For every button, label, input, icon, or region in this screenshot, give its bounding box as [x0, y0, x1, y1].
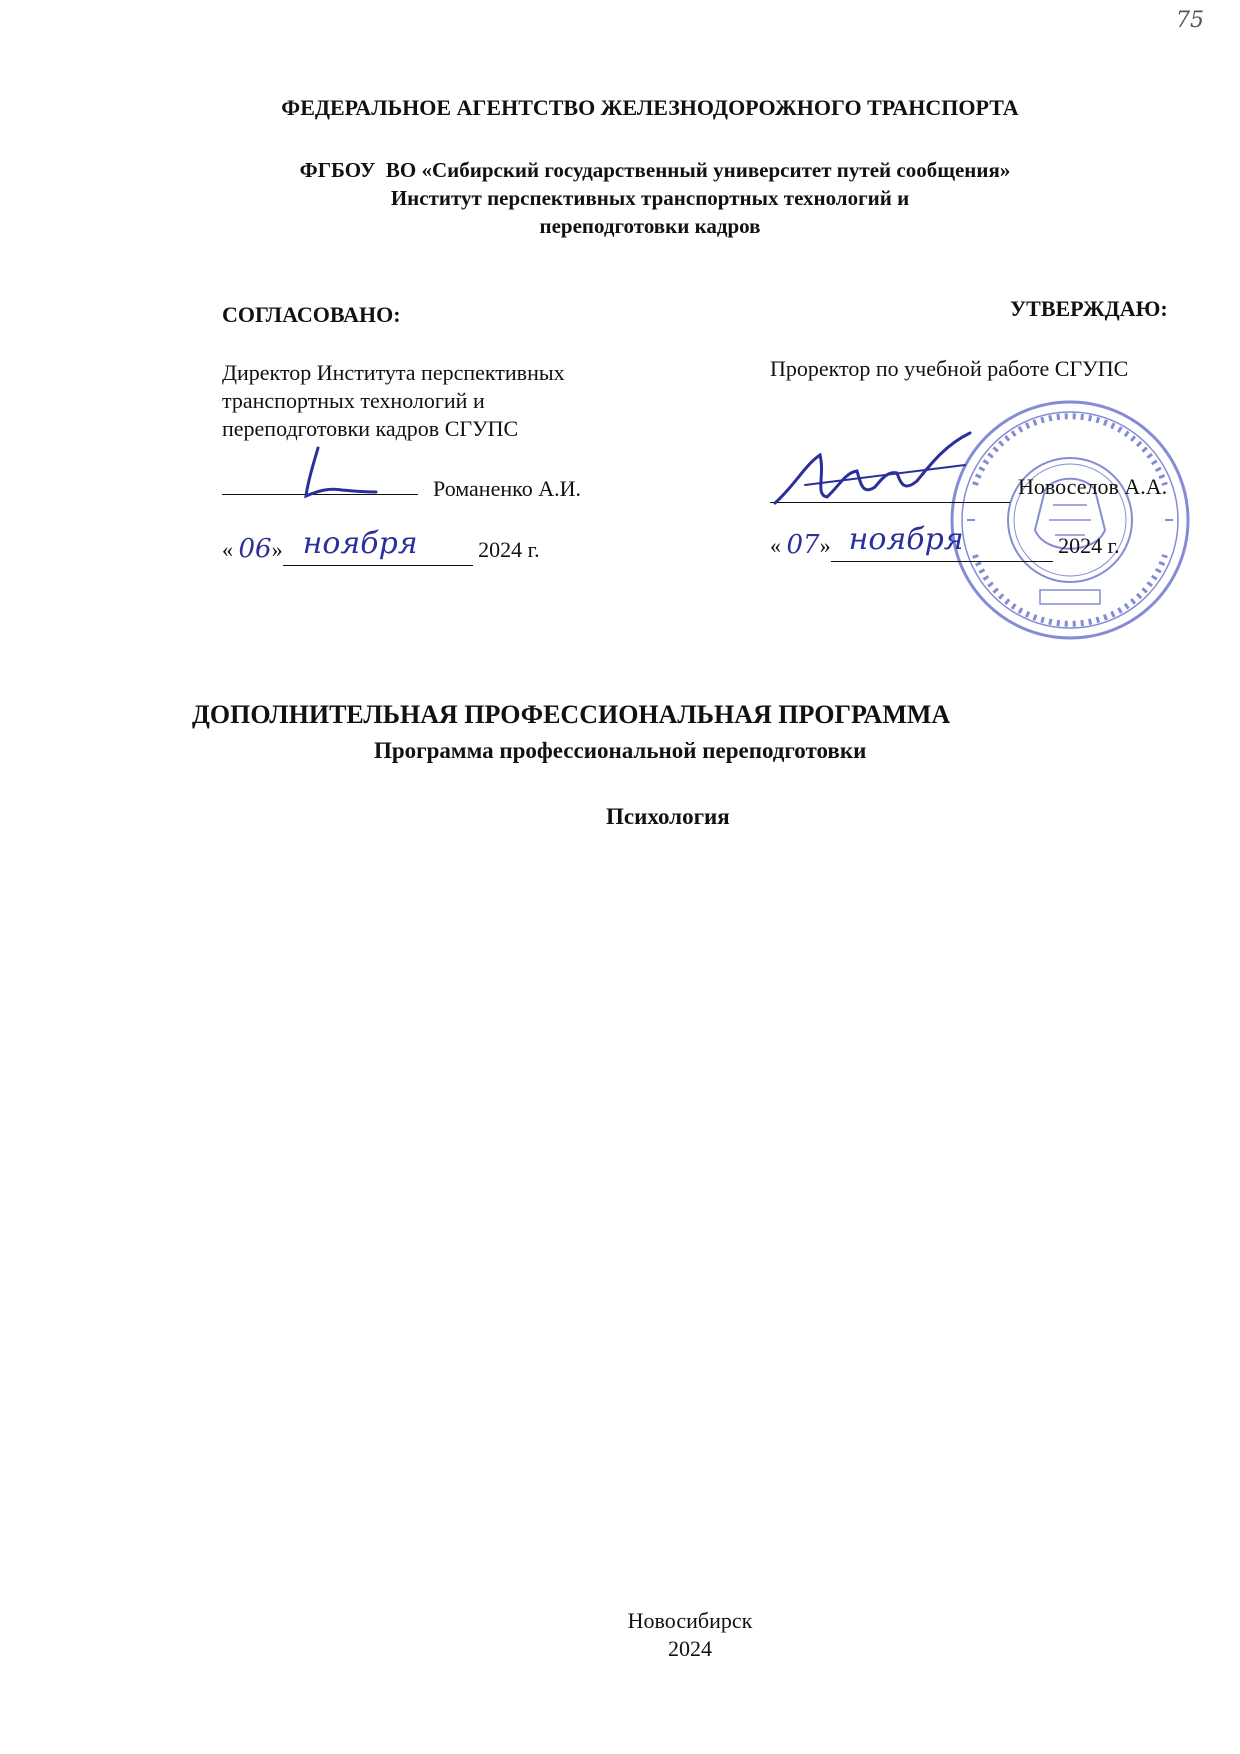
page-number-mark: 75 [1176, 8, 1204, 33]
footer-year: 2024 [668, 1636, 712, 1661]
approved-position: Проректор по учебной работе СГУПС [770, 356, 1129, 381]
agreed-date-open-quote: « [222, 537, 233, 562]
approved-date-month: ноября [848, 522, 964, 557]
agreed-heading: СОГЛАСОВАНО: [222, 302, 401, 327]
approved-name: Новоселов А.А. [1018, 474, 1168, 499]
agency-title: ФЕДЕРАЛЬНОЕ АГЕНТСТВО ЖЕЛЕЗНОДОРОЖНОГО ТРАНСПОРТА [281, 95, 1019, 120]
agreed-date-close-quote: » [271, 537, 283, 562]
agreed-date-month: ноября [302, 526, 418, 561]
agreed-date-year: 2024 г. [478, 537, 540, 562]
institute-line-1: Институт перспективных транспортных технологий и [390, 186, 910, 210]
agreed-date [222, 526, 540, 566]
approved-date-month-field [831, 522, 1053, 562]
footer-city: Новосибирск [627, 1608, 753, 1633]
approved-date-open-quote: « [770, 533, 781, 558]
program-title: ДОПОЛНИТЕЛЬНАЯ ПРОФЕССИОНАЛЬНАЯ ПРОГРАММА [192, 700, 951, 729]
institute-line-2: переподготовки кадров [539, 214, 761, 238]
agreed-signature [290, 440, 410, 510]
agreed-position-line-3: переподготовки кадров СГУПС [222, 416, 519, 441]
agreed-date-day: 06 [238, 534, 272, 564]
agreed-position-line-2: транспортных технологий и [222, 388, 485, 413]
approved-date-close-quote: » [819, 533, 831, 558]
program-name: Психология [606, 804, 730, 829]
approved-date-day: 07 [786, 530, 820, 560]
agreed-name: Романенко А.И. [433, 476, 581, 501]
approved-date-year: 2024 г. [1058, 533, 1120, 558]
agreed-date-month-field [283, 526, 473, 566]
approved-signature [765, 425, 995, 515]
approved-heading: УТВЕРЖДАЮ: [1010, 296, 1168, 321]
agreed-position-line-1: Директор Института перспективных [222, 360, 565, 385]
approved-date [770, 522, 1120, 562]
university-name: ФГБОУ ВО «Сибирский государственный университет путей сообщения» [299, 158, 1011, 182]
program-subtitle: Программа профессиональной переподготовки [374, 738, 867, 763]
